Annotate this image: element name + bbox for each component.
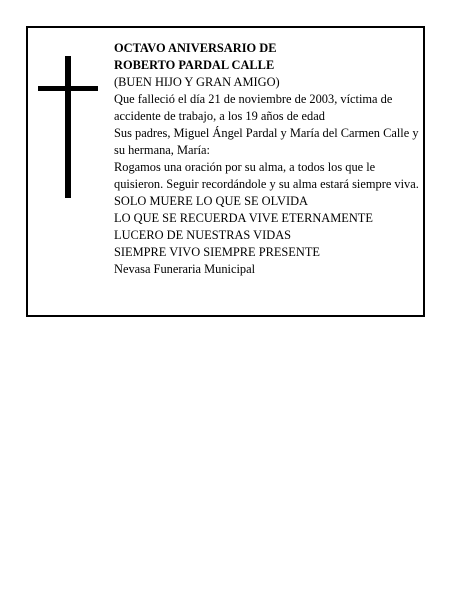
notice-footer: Nevasa Funeraria Municipal — [114, 262, 256, 276]
notice-paragraph-death: Que falleció el día 21 de noviembre de 2003, víctima de accidente de trabajo, a los 19 años de edad — [114, 92, 393, 123]
notice-text — [114, 40, 424, 278]
cross-vertical-bar — [65, 56, 71, 198]
cross-icon — [38, 56, 98, 198]
notice-subtitle: (BUEN HIJO Y GRAN AMIGO) — [114, 75, 280, 89]
notice-title-line2: ROBERTO PARDAL CALLE — [114, 58, 275, 72]
notice-motto-2: LO QUE SE RECUERDA VIVE ETERNAMENTE — [114, 211, 373, 225]
notice-title-line1: OCTAVO ANIVERSARIO DE — [114, 41, 277, 55]
notice-motto-3: LUCERO DE NUESTRAS VIDAS — [114, 228, 292, 242]
obituary-notice — [26, 26, 425, 317]
notice-paragraph-family: Sus padres, Miguel Ángel Pardal y María del Carmen Calle y su hermana, María: — [114, 126, 419, 157]
notice-motto-1: SOLO MUERE LO QUE SE OLVIDA — [114, 194, 309, 208]
notice-motto-4: SIEMPRE VIVO SIEMPRE PRESENTE — [114, 245, 320, 259]
notice-paragraph-prayer: Rogamos una oración por su alma, a todos los que le quisieron. Seguir recordándole y su alma estará siempre viva. — [114, 160, 419, 191]
cross-horizontal-bar — [38, 86, 98, 91]
